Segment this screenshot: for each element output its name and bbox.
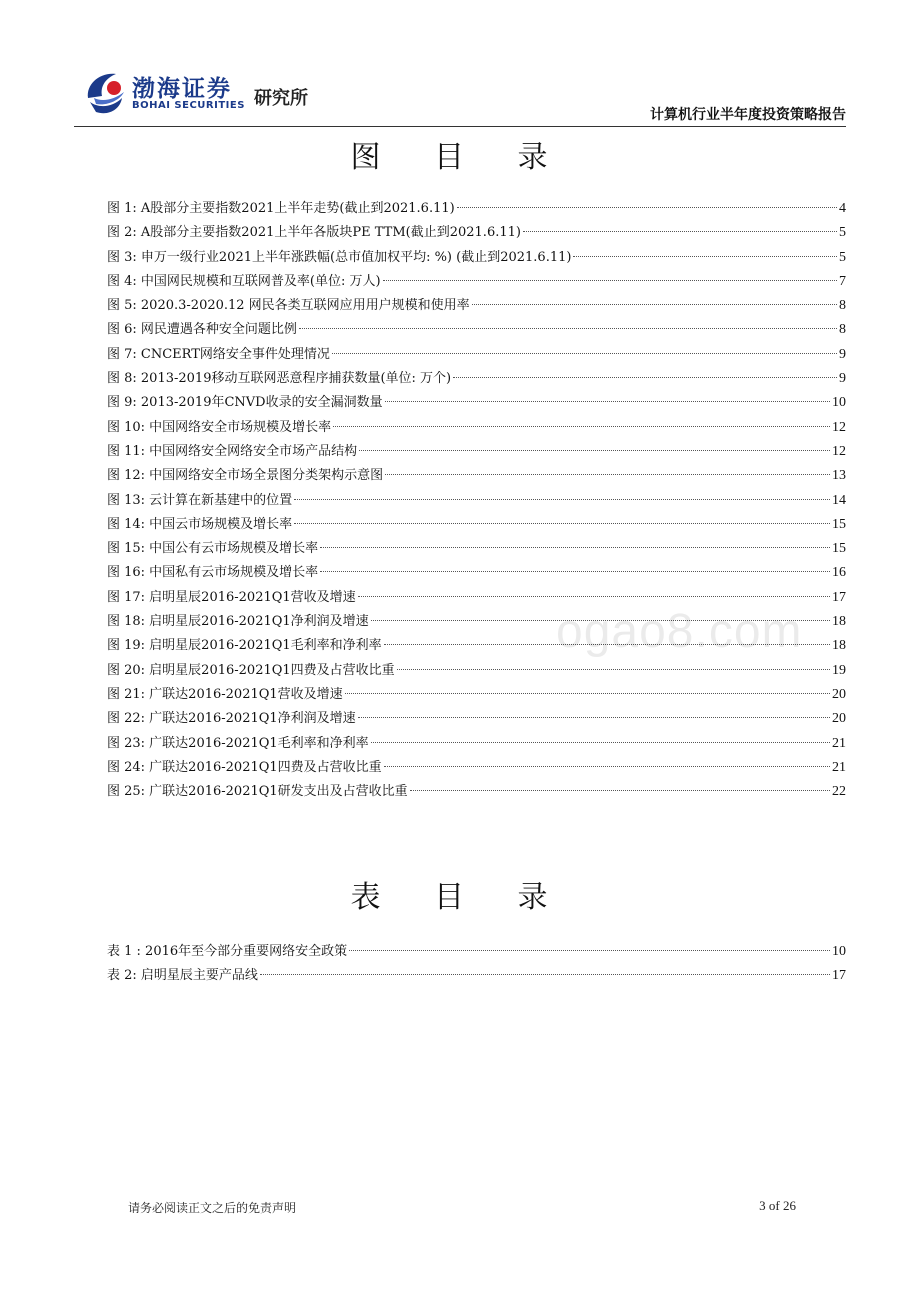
institute-label: 研究所 bbox=[254, 88, 308, 109]
toc-page-number: 17 bbox=[832, 968, 846, 984]
toc-entry[interactable] bbox=[107, 756, 846, 780]
toc-entry-label: 图 23: 广联达2016-2021Q1毛利率和净利率 bbox=[107, 735, 369, 751]
toc-page-number: 14 bbox=[832, 492, 846, 508]
footer-disclaimer: 请务必阅读正文之后的免责声明 bbox=[128, 1201, 297, 1215]
toc-entry-label: 图 17: 启明星辰2016-2021Q1营收及增速 bbox=[107, 589, 356, 605]
toc-entry[interactable] bbox=[107, 416, 846, 440]
toc-page-number: 4 bbox=[839, 201, 846, 216]
toc-page-number: 22 bbox=[832, 784, 846, 800]
toc-entry[interactable] bbox=[107, 964, 846, 988]
toc-entry[interactable] bbox=[107, 732, 846, 756]
toc-entry-label: 图 21: 广联达2016-2021Q1营收及增速 bbox=[107, 686, 343, 702]
toc-entry[interactable] bbox=[107, 489, 846, 513]
toc-dot-leader bbox=[523, 231, 837, 232]
toc-entry[interactable] bbox=[107, 367, 846, 391]
toc-entry-label: 图 15: 中国公有云市场规模及增长率 bbox=[107, 541, 319, 557]
toc-dot-leader bbox=[457, 207, 837, 208]
toc-dot-leader bbox=[260, 974, 830, 975]
toc-page-number: 8 bbox=[839, 298, 846, 314]
toc-dot-leader bbox=[359, 450, 830, 451]
toc-page-number: 12 bbox=[832, 443, 846, 459]
toc-entry-label: 图 12: 中国网络安全市场全景图分类架构示意图 bbox=[107, 468, 384, 484]
toc-page-number: 9 bbox=[839, 371, 846, 387]
toc-entry[interactable] bbox=[107, 561, 846, 585]
toc-entry[interactable] bbox=[107, 318, 846, 342]
toc-page-number: 5 bbox=[839, 249, 846, 265]
toc-page-number: 17 bbox=[832, 589, 846, 605]
toc-entry[interactable] bbox=[107, 513, 846, 537]
toc-page-number: 12 bbox=[832, 419, 846, 435]
toc-dot-leader bbox=[358, 596, 830, 597]
toc-entry-label: 图 14: 中国云市场规模及增长率 bbox=[107, 516, 293, 532]
toc-entry-label: 图 19: 启明星辰2016-2021Q1毛利率和净利率 bbox=[107, 638, 382, 654]
toc-page-number: 5 bbox=[839, 225, 846, 241]
toc-entry-label: 图 10: 中国网络安全市场规模及增长率 bbox=[107, 419, 332, 435]
toc-dot-leader bbox=[472, 304, 837, 305]
toc-dot-leader bbox=[410, 790, 830, 791]
toc-page-number: 20 bbox=[832, 711, 846, 727]
toc-entry[interactable] bbox=[107, 270, 846, 294]
toc-dot-leader bbox=[358, 717, 830, 718]
toc-entry-label: 图 8: 2013-2019移动互联网恶意程序捕获数量(单位: 万个) bbox=[107, 371, 452, 387]
toc-entry[interactable] bbox=[107, 343, 846, 367]
toc-page-number: 21 bbox=[832, 759, 846, 775]
toc-dot-leader bbox=[383, 280, 837, 281]
toc-page-number: 15 bbox=[832, 541, 846, 557]
toc-page-number: 18 bbox=[832, 614, 846, 630]
toc-entry-label: 图 24: 广联达2016-2021Q1四费及占营收比重 bbox=[107, 759, 382, 775]
toc-dot-leader bbox=[332, 353, 837, 354]
toc-page-number: 19 bbox=[832, 662, 846, 678]
toc-entry-label: 表 2: 启明星辰主要产品线 bbox=[107, 968, 258, 984]
toc-entry-label: 图 5: 2020.3-2020.12 网民各类互联网应用用户规模和使用率 bbox=[107, 298, 470, 314]
toc-dot-leader bbox=[320, 547, 830, 548]
toc-entry-label: 图 25: 广联达2016-2021Q1研发支出及占营收比重 bbox=[107, 784, 408, 800]
toc-page-number: 9 bbox=[839, 346, 846, 362]
toc-entry[interactable] bbox=[107, 197, 846, 221]
toc-entry-label: 图 4: 中国网民规模和互联网普及率(单位: 万人) bbox=[107, 273, 381, 289]
toc-entry-label: 图 6: 网民遭遇各种安全问题比例 bbox=[107, 322, 297, 338]
toc-entry-label: 图 7: CNCERT网络安全事件处理情况 bbox=[107, 346, 330, 362]
toc-entry[interactable] bbox=[107, 659, 846, 683]
toc-entry[interactable] bbox=[107, 440, 846, 464]
toc-dot-leader bbox=[299, 328, 837, 329]
toc-entry[interactable] bbox=[107, 707, 846, 731]
toc-entry[interactable] bbox=[107, 537, 846, 561]
toc-entry-label: 图 22: 广联达2016-2021Q1净利润及增速 bbox=[107, 711, 356, 727]
toc-dot-leader bbox=[294, 499, 830, 500]
toc-dot-leader bbox=[385, 401, 830, 402]
toc-entry[interactable] bbox=[107, 246, 846, 270]
report-title: 计算机行业半年度投资策略报告 bbox=[650, 107, 846, 123]
toc-entry[interactable] bbox=[107, 683, 846, 707]
toc-dot-leader bbox=[385, 474, 830, 475]
toc-dot-leader bbox=[573, 256, 837, 257]
toc-page-number: 10 bbox=[832, 395, 846, 411]
company-logo bbox=[84, 68, 324, 120]
toc-page-number: 20 bbox=[832, 686, 846, 702]
watermark: ogao8.com bbox=[556, 605, 803, 658]
toc-entry-label: 图 20: 启明星辰2016-2021Q1四费及占营收比重 bbox=[107, 662, 395, 678]
toc-dot-leader bbox=[384, 766, 830, 767]
toc-entry-label: 图 1: A股部分主要指数2021上半年走势(截止到2021.6.11) bbox=[107, 201, 455, 216]
figure-list bbox=[107, 197, 846, 804]
toc-dot-leader bbox=[294, 523, 830, 524]
toc-page-number: 21 bbox=[832, 735, 846, 751]
toc-page-number: 15 bbox=[832, 516, 846, 532]
toc-entry[interactable] bbox=[107, 780, 846, 804]
toc-entry-label: 表 1 : 2016年至今部分重要网络安全政策 bbox=[107, 944, 348, 959]
toc-entry[interactable] bbox=[107, 294, 846, 318]
toc-entry[interactable] bbox=[107, 221, 846, 245]
toc-dot-leader bbox=[371, 742, 830, 743]
toc-page-number: 7 bbox=[839, 273, 846, 289]
toc-page-number: 10 bbox=[832, 944, 846, 959]
toc-entry-label: 图 11: 中国网络安全网络安全市场产品结构 bbox=[107, 443, 358, 459]
figure-list-title: 图 目 录 bbox=[350, 140, 570, 175]
toc-dot-leader bbox=[397, 669, 830, 670]
toc-entry-label: 图 16: 中国私有云市场规模及增长率 bbox=[107, 565, 319, 581]
table-list bbox=[107, 940, 846, 989]
toc-page-number: 13 bbox=[832, 468, 846, 484]
toc-page-number: 16 bbox=[832, 565, 846, 581]
toc-entry-label: 图 18: 启明星辰2016-2021Q1净利润及增速 bbox=[107, 614, 369, 630]
toc-page-number: 8 bbox=[839, 322, 846, 338]
toc-page-number: 18 bbox=[832, 638, 846, 654]
toc-dot-leader bbox=[453, 377, 837, 378]
toc-entry[interactable] bbox=[107, 464, 846, 488]
toc-dot-leader bbox=[320, 571, 830, 572]
toc-entry-label: 图 2: A股部分主要指数2021上半年各版块PE TTM(截止到2021.6.11) bbox=[107, 225, 521, 241]
toc-dot-leader bbox=[333, 426, 830, 427]
logo-english-name: BOHAI SECURITIES bbox=[132, 100, 245, 111]
header-divider bbox=[74, 126, 846, 127]
toc-entry-label: 图 3: 申万一级行业2021上半年涨跌幅(总市值加权平均: %) (截止到2021.6.11) bbox=[107, 249, 572, 265]
toc-entry[interactable] bbox=[107, 940, 846, 964]
toc-entry[interactable] bbox=[107, 391, 846, 415]
page-header bbox=[0, 0, 920, 130]
bohai-logo-icon bbox=[84, 68, 128, 116]
table-list-title: 表 目 录 bbox=[350, 880, 570, 915]
toc-dot-leader bbox=[349, 950, 830, 951]
footer-page-number: 3 of 26 bbox=[759, 1198, 796, 1213]
toc-entry-label: 图 13: 云计算在新基建中的位置 bbox=[107, 492, 293, 508]
toc-dot-leader bbox=[345, 693, 830, 694]
toc-entry-label: 图 9: 2013-2019年CNVD收录的安全漏洞数量 bbox=[107, 395, 383, 411]
logo-chinese-name: 渤海证券 bbox=[132, 76, 232, 102]
